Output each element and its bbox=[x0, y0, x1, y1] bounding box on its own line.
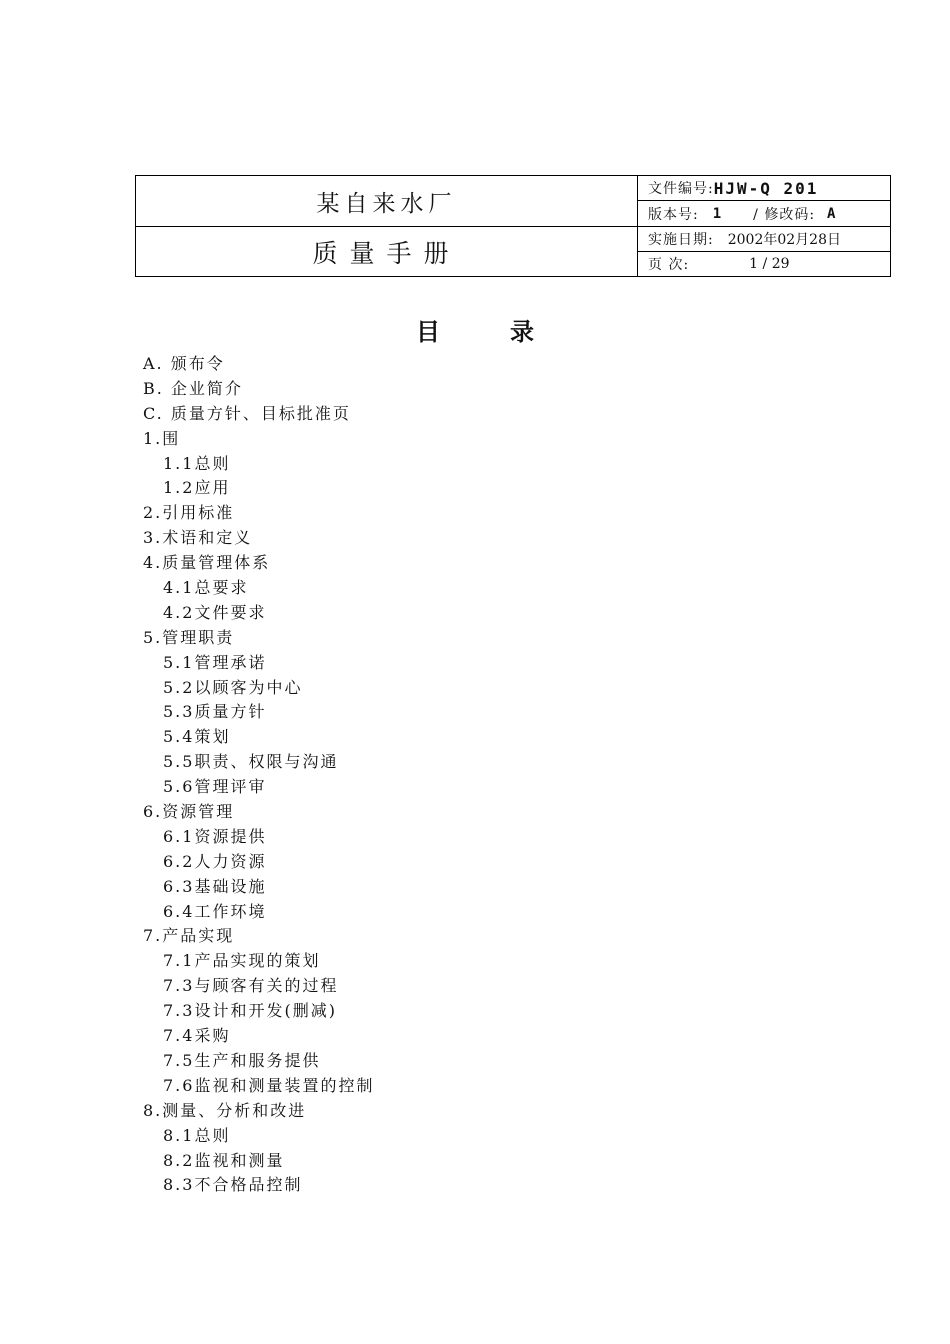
toc-subsection-item: 6.4工作环境 bbox=[163, 901, 267, 921]
file-number-label: 文件编号: bbox=[648, 181, 714, 197]
toc-subsection-item: 4.2文件要求 bbox=[163, 602, 267, 622]
toc-subsection-item: 1.1总则 bbox=[163, 453, 231, 473]
toc-subsection-item: 1.2应用 bbox=[163, 478, 231, 498]
toc-subsection-item: 5.4策划 bbox=[163, 727, 231, 747]
revision-value: A bbox=[827, 205, 836, 222]
toc-subsection-item: 5.3质量方针 bbox=[163, 702, 267, 722]
toc-section-item: A. 颁布令 bbox=[143, 354, 225, 373]
toc-subsection-item: 7.6监视和测量装置的控制 bbox=[163, 1075, 375, 1095]
version-cell bbox=[638, 201, 890, 227]
toc-subsection-item: 7.5生产和服务提供 bbox=[163, 1050, 321, 1070]
toc-subsection-item: 5.6管理评审 bbox=[163, 777, 267, 797]
toc-subsection-item: 8.2监视和测量 bbox=[163, 1150, 285, 1170]
toc-section-item: 6.资源管理 bbox=[143, 802, 235, 822]
file-number-value: HJW-Q 201 bbox=[713, 178, 819, 198]
toc-section-item: B. 企业简介 bbox=[143, 378, 243, 398]
toc-subsection-item: 8.3不合格品控制 bbox=[163, 1175, 303, 1195]
toc-subsection-item: 5.2以顾客为中心 bbox=[163, 677, 303, 697]
toc-section-item: 8.测量、分析和改进 bbox=[143, 1100, 307, 1120]
effective-date-label: 实施日期: bbox=[648, 232, 714, 248]
document-header-table bbox=[135, 175, 891, 277]
toc-subsection-item: 6.3基础设施 bbox=[163, 876, 267, 896]
toc-title: 目录 bbox=[416, 317, 604, 346]
toc-section-item: C. 质量方针、目标批准页 bbox=[143, 403, 351, 423]
organization-name: 某自来水厂 bbox=[136, 176, 638, 227]
toc-section-item: 3.术语和定义 bbox=[143, 528, 253, 548]
toc-subsection-item: 5.5职责、权限与沟通 bbox=[163, 752, 339, 772]
toc-subsection-item: 6.1资源提供 bbox=[163, 826, 267, 846]
document-title: 质量手册 bbox=[136, 227, 638, 276]
table-of-contents bbox=[143, 352, 374, 1198]
page-cell bbox=[638, 252, 890, 276]
toc-subsection-item: 7.4采购 bbox=[163, 1026, 231, 1046]
file-number-cell bbox=[638, 176, 890, 201]
toc-section-item: 4.质量管理体系 bbox=[143, 553, 271, 573]
toc-subsection-item: 6.2人力资源 bbox=[163, 851, 267, 871]
toc-section-item: 1.围 bbox=[143, 428, 181, 448]
toc-subsection-item: 7.3与顾客有关的过程 bbox=[163, 976, 339, 996]
toc-subsection-item: 4.1总要求 bbox=[163, 578, 249, 598]
version-value: 1 bbox=[712, 205, 722, 222]
toc-subsection-item: 7.1产品实现的策划 bbox=[163, 951, 321, 971]
page-label: 页 次: bbox=[648, 257, 690, 273]
toc-subsection-item: 7.3设计和开发(删减) bbox=[163, 1001, 337, 1021]
page-number: 1 / 29 bbox=[749, 256, 790, 272]
version-label: 版本号: bbox=[648, 206, 699, 223]
effective-date-value: 2002年02月28日 bbox=[727, 232, 841, 248]
toc-section-item: 7.产品实现 bbox=[143, 926, 235, 946]
toc-section-item: 5.管理职责 bbox=[143, 627, 235, 647]
effective-date-cell bbox=[638, 227, 890, 252]
toc-subsection-item: 5.1管理承诺 bbox=[163, 652, 267, 672]
revision-label: / 修改码: bbox=[753, 206, 816, 223]
toc-section-item: 2.引用标准 bbox=[143, 503, 235, 523]
toc-subsection-item: 8.1总则 bbox=[163, 1125, 231, 1145]
